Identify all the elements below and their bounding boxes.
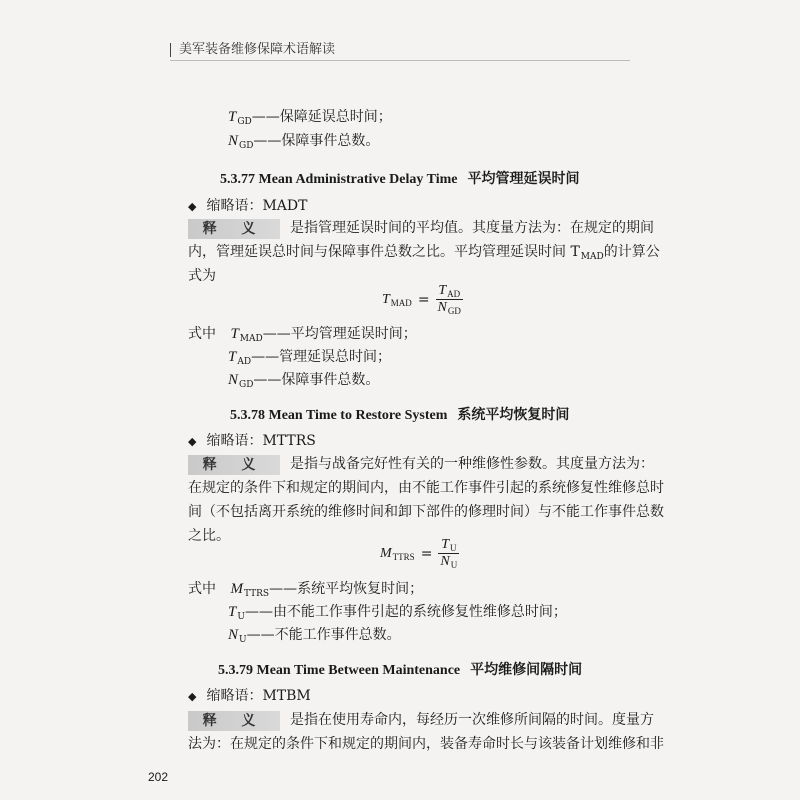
heading-en: 5.3.77 Mean Administrative Delay Time: [220, 172, 458, 187]
def-text: ——保障事件总数。: [253, 133, 380, 149]
subscript: GD: [239, 380, 254, 390]
symbol: N: [228, 627, 239, 643]
subscript: AD: [447, 289, 461, 299]
subscript: U: [237, 612, 245, 622]
diamond-icon: ◆: [188, 435, 197, 448]
abbr-text: 缩略语：MADT: [206, 198, 308, 214]
para-line: 之比。: [188, 528, 230, 544]
subscript: GD: [447, 306, 461, 316]
header-bar: [170, 43, 171, 57]
subscript: MAD: [239, 334, 263, 344]
running-header: [170, 38, 335, 57]
abbr-text: 缩略语：MTBM: [206, 688, 311, 704]
def-line: [228, 601, 567, 622]
fraction: [436, 283, 463, 316]
subscript: U: [450, 560, 458, 570]
def-text: ——系统平均恢复时间；: [269, 581, 424, 597]
where-label: 式中: [188, 581, 216, 597]
section-heading-77: [220, 168, 579, 188]
heading-en: 5.3.79 Mean Time Between Maintenance: [218, 663, 461, 678]
where-line: [188, 323, 417, 344]
subscript: MAD: [390, 297, 412, 308]
section-heading-79: [218, 659, 582, 679]
symbol: T: [382, 291, 390, 307]
def-text: ——由不能工作事件引起的系统修复性维修总时间；: [244, 604, 567, 620]
denominator: [438, 554, 459, 570]
subscript: U: [449, 543, 457, 553]
symbol: T: [438, 283, 447, 298]
diamond-icon: ◆: [188, 690, 197, 703]
symbol: M: [380, 545, 392, 561]
para-line: 式为: [188, 268, 216, 284]
numerator: [439, 537, 458, 553]
def-line: [228, 106, 392, 127]
numerator: [436, 283, 462, 299]
symbol: N: [228, 133, 239, 149]
abbreviation-77: [188, 195, 307, 215]
symbol: N: [437, 300, 447, 315]
fraction: [438, 537, 459, 570]
formula-77: [382, 283, 463, 316]
formula-lhs: [380, 546, 415, 562]
definition-label-78: 释 义: [188, 455, 280, 475]
formula-78: [380, 537, 459, 570]
formula-lhs: [382, 292, 412, 308]
subscript: GD: [239, 141, 254, 151]
denominator: [436, 300, 463, 316]
para-text: 内，管理延误总时间与保障事件总数之比。平均管理延误时间 T: [188, 244, 580, 260]
heading-zh: 平均维修间隔时间: [470, 662, 583, 678]
header-title: 美军装备维修保障术语解读: [179, 42, 336, 57]
para-text: 的计算公: [603, 244, 660, 260]
symbol: T: [230, 326, 239, 342]
abbreviation-79: [188, 685, 311, 705]
where-line: [188, 578, 423, 599]
page-number: 202: [148, 770, 169, 784]
para-line: 是指与战备完好性有关的一种维修性参数。其度量方法为：: [290, 456, 654, 472]
para-line: 间（不包括离开系统的维修时间和卸下部件的修理时间）与不能工作事件总数: [188, 504, 664, 520]
def-line: [228, 624, 401, 645]
abbr-text: 缩略语：MTTRS: [206, 433, 316, 449]
def-text: ——保障事件总数。: [253, 372, 380, 388]
symbol: T: [228, 349, 237, 365]
symbol: T: [228, 604, 237, 620]
heading-en: 5.3.78 Mean Time to Restore System: [230, 408, 448, 423]
heading-zh: 系统平均恢复时间: [457, 407, 570, 423]
def-text: ——不能工作事件总数。: [246, 627, 401, 643]
equals-sign: =: [417, 291, 430, 308]
symbol: T: [228, 109, 237, 125]
abbreviation-78: [188, 430, 316, 450]
def-line: [228, 346, 391, 367]
para-line: 法为：在规定的条件下和规定的期间内，装备寿命时长与该装备计划维修和非: [188, 736, 664, 752]
symbol: T: [441, 537, 449, 552]
subscript: U: [239, 635, 247, 645]
equals-sign: =: [420, 545, 433, 562]
para-line: 是指管理延误时间的平均值。其度量方法为：在规定的期间: [290, 220, 654, 236]
subscript: MAD: [580, 252, 604, 262]
subscript: AD: [237, 357, 252, 367]
def-text: ——平均管理延误时间；: [262, 326, 417, 342]
para-line: 在规定的条件下和规定的期间内，由不能工作事件引起的系统修复性维修总时: [188, 480, 664, 496]
def-text: ——保障延误总时间；: [251, 109, 392, 125]
def-line: [228, 130, 379, 151]
def-line: [228, 369, 379, 390]
section-heading-78: [230, 404, 569, 424]
para-line: 是指在使用寿命内，每经历一次维修所间隔的时间。度量方: [290, 712, 654, 728]
diamond-icon: ◆: [188, 200, 197, 213]
subscript: TTRS: [392, 551, 415, 562]
definition-label-79: 释 义: [188, 711, 280, 731]
para-line: [188, 240, 660, 269]
def-text: ——管理延误总时间；: [251, 349, 392, 365]
definition-label-77: 释 义: [188, 219, 280, 239]
symbol: M: [230, 581, 243, 597]
where-label: 式中: [188, 326, 216, 342]
subscript: TTRS: [243, 589, 270, 599]
symbol: N: [228, 372, 239, 388]
heading-zh: 平均管理延误时间: [467, 171, 580, 187]
subscript: GD: [237, 117, 252, 127]
symbol: N: [440, 554, 450, 569]
header-rule: [170, 60, 630, 61]
